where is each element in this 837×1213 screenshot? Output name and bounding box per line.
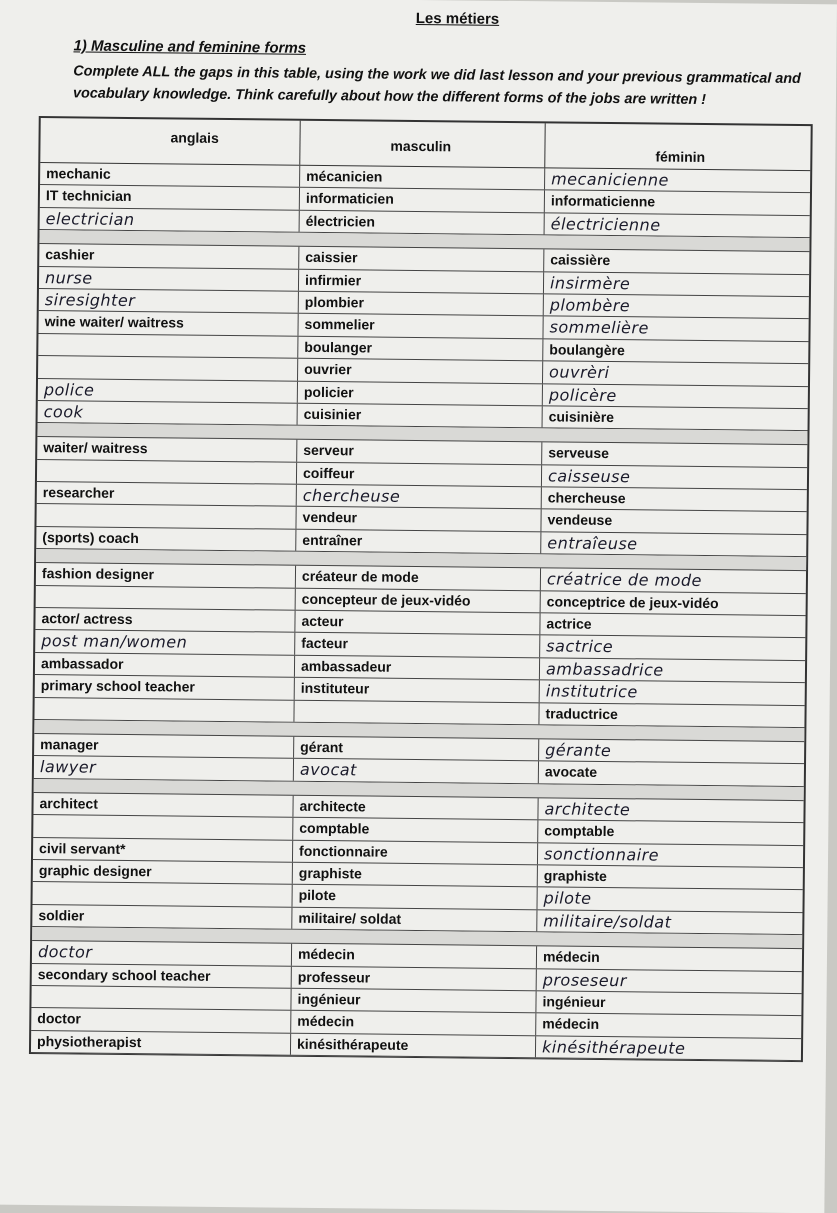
cell-english[interactable]: [31, 986, 291, 1010]
cell-feminine[interactable]: kinésithérapeute: [541, 1037, 686, 1058]
cell-masculine[interactable]: fonctionnaire: [293, 840, 538, 864]
cell-feminine[interactable]: créatrice de mode: [546, 569, 703, 591]
cell-masculine[interactable]: ambassadeur: [295, 656, 540, 680]
cell-english[interactable]: researcher: [37, 482, 297, 506]
cell-english[interactable]: doctor: [32, 941, 292, 965]
cell-feminine[interactable]: sonctionnaire: [543, 843, 660, 865]
cell-feminine[interactable]: traductrice: [545, 704, 618, 722]
cell-feminine[interactable]: insirmère: [549, 272, 631, 293]
instructions: Complete ALL the gaps in this table, using the work we did last lesson and your previous grammatical and vocabulary knowledge. Think carefully about how the different forms of the jobs are written !: [72, 63, 801, 109]
cell-masculine[interactable]: mécanicien: [300, 166, 545, 190]
cell-feminine[interactable]: graphiste: [543, 867, 607, 884]
cell-english[interactable]: [38, 356, 298, 380]
cell-feminine[interactable]: sommelière: [549, 317, 649, 338]
cell-feminine[interactable]: actrice: [546, 615, 592, 632]
header-feminin: féminin: [655, 148, 706, 166]
cell-feminine[interactable]: entraîeuse: [547, 533, 638, 554]
cell-feminine[interactable]: ingénieur: [542, 993, 606, 1010]
header-anglais: anglais: [40, 118, 300, 165]
cell-masculine[interactable]: pilote: [293, 885, 538, 909]
cell-feminine[interactable]: comptable: [544, 822, 615, 840]
cell-masculine[interactable]: acteur: [295, 611, 540, 635]
cell-feminine[interactable]: plombère: [549, 295, 631, 316]
cell-english[interactable]: nurse: [39, 267, 299, 291]
cell-english[interactable]: waiter/ waitress: [37, 437, 297, 461]
cell-masculine[interactable]: architecte: [293, 796, 538, 820]
cell-feminine[interactable]: ouvrèri: [549, 362, 610, 383]
cell-masculine[interactable]: coiffeur: [297, 462, 542, 486]
cell-english[interactable]: [34, 698, 294, 722]
cell-masculine[interactable]: instituteur: [295, 678, 540, 702]
cell-feminine[interactable]: ambassadrice: [545, 659, 664, 680]
cell-english[interactable]: manager: [34, 734, 294, 758]
cell-masculine[interactable]: caissier: [299, 247, 544, 271]
cell-feminine[interactable]: serveuse: [548, 444, 610, 462]
cell-masculine[interactable]: professeur: [292, 966, 537, 990]
cell-masculine[interactable]: ouvrier: [298, 359, 543, 383]
cell-feminine[interactable]: gérante: [545, 740, 612, 761]
cell-feminine[interactable]: militaire/soldat: [543, 911, 672, 932]
cell-masculine[interactable]: [294, 700, 539, 724]
cell-english[interactable]: siresighter: [39, 289, 299, 313]
cell-masculine[interactable]: entraîner: [296, 530, 541, 554]
cell-english[interactable]: lawyer: [34, 756, 294, 780]
cell-feminine[interactable]: cuisinière: [548, 408, 615, 425]
table-header: [40, 118, 810, 171]
cell-masculine[interactable]: créateur de mode: [296, 566, 541, 590]
cell-english[interactable]: [36, 586, 296, 610]
cell-english[interactable]: police: [38, 379, 298, 403]
cell-feminine[interactable]: policère: [548, 384, 617, 405]
cell-masculine[interactable]: infirmier: [299, 269, 544, 293]
cell-english[interactable]: architect: [33, 793, 293, 817]
cell-english[interactable]: cashier: [39, 244, 299, 268]
cell-masculine[interactable]: plombier: [299, 292, 544, 316]
cell-english[interactable]: ambassador: [35, 653, 295, 677]
cell-masculine[interactable]: serveur: [297, 440, 542, 464]
cell-masculine[interactable]: médecin: [291, 1011, 536, 1035]
cell-english[interactable]: doctor: [31, 1008, 291, 1032]
cell-feminine[interactable]: caissière: [550, 251, 611, 269]
cell-masculine[interactable]: graphiste: [293, 863, 538, 887]
cell-masculine[interactable]: chercheuse: [297, 485, 542, 509]
cell-feminine[interactable]: caisseuse: [547, 466, 631, 486]
cell-masculine[interactable]: comptable: [293, 818, 538, 842]
cell-masculine[interactable]: gérant: [294, 737, 539, 761]
jobs-table: [29, 116, 813, 1062]
cell-feminine[interactable]: architecte: [544, 799, 631, 820]
header-masculin: masculin: [300, 121, 545, 168]
cell-masculine[interactable]: boulanger: [298, 336, 543, 360]
cell-feminine[interactable]: institutrice: [545, 681, 638, 702]
cell-feminine[interactable]: électricienne: [550, 214, 661, 235]
cell-feminine[interactable]: sactrice: [546, 636, 614, 657]
cell-masculine[interactable]: ingénieur: [291, 989, 536, 1013]
cell-feminine[interactable]: médecin: [542, 1015, 600, 1033]
cell-english[interactable]: actor/ actress: [35, 608, 295, 632]
cell-feminine[interactable]: informaticienne: [550, 192, 656, 210]
cell-feminine[interactable]: médecin: [542, 948, 600, 966]
cell-english[interactable]: primary school teacher: [35, 675, 295, 699]
cell-feminine[interactable]: mecanicienne: [551, 169, 670, 190]
cell-masculine[interactable]: médecin: [292, 944, 537, 968]
cell-masculine[interactable]: informaticien: [300, 188, 545, 212]
cell-masculine[interactable]: sommelier: [298, 314, 543, 338]
cell-masculine[interactable]: kinésithérapeute: [291, 1033, 536, 1057]
cell-english[interactable]: [38, 334, 298, 358]
cell-english[interactable]: physiotherapist: [31, 1031, 291, 1055]
cell-masculine[interactable]: concepteur de jeux-vidéo: [296, 588, 541, 612]
cell-english[interactable]: civil servant*: [33, 838, 293, 862]
cell-english[interactable]: soldier: [32, 905, 292, 929]
cell-english[interactable]: [33, 882, 293, 906]
cell-english[interactable]: mechanic: [40, 163, 300, 187]
cell-feminine[interactable]: avocate: [544, 763, 598, 781]
cell-masculine[interactable]: militaire/ soldat: [292, 907, 537, 931]
cell-english[interactable]: graphic designer: [33, 860, 293, 884]
page-title: Les métiers: [415, 9, 500, 28]
cell-feminine[interactable]: conceptrice de jeux-vidéo: [546, 593, 719, 611]
cell-english[interactable]: electrician: [40, 208, 300, 232]
section-heading: 1) Masculine and feminine forms: [73, 37, 307, 57]
cell-english[interactable]: post man/women: [35, 630, 295, 654]
cell-english[interactable]: secondary school teacher: [32, 964, 292, 988]
cell-masculine[interactable]: vendeur: [296, 507, 541, 531]
cell-english[interactable]: [33, 815, 293, 839]
cell-english[interactable]: [37, 460, 297, 484]
table-body: [31, 163, 810, 1061]
cell-feminine[interactable]: vendeuse: [547, 511, 613, 529]
cell-feminine[interactable]: proseseur: [542, 969, 627, 990]
cell-english[interactable]: cook: [38, 401, 298, 425]
cell-english[interactable]: IT technician: [40, 185, 300, 209]
cell-feminine[interactable]: pilote: [543, 888, 592, 909]
cell-masculine[interactable]: électricien: [300, 211, 545, 235]
cell-english[interactable]: [36, 504, 296, 528]
cell-masculine[interactable]: cuisinier: [298, 404, 543, 428]
cell-masculine[interactable]: facteur: [295, 633, 540, 657]
cell-feminine[interactable]: boulangère: [549, 341, 625, 358]
cell-masculine[interactable]: policier: [298, 381, 543, 405]
cell-english[interactable]: (sports) coach: [36, 527, 296, 551]
cell-masculine[interactable]: avocat: [294, 759, 539, 783]
cell-english[interactable]: wine waiter/ waitress: [38, 311, 298, 335]
cell-feminine[interactable]: chercheuse: [547, 489, 626, 507]
cell-english[interactable]: fashion designer: [36, 563, 296, 587]
